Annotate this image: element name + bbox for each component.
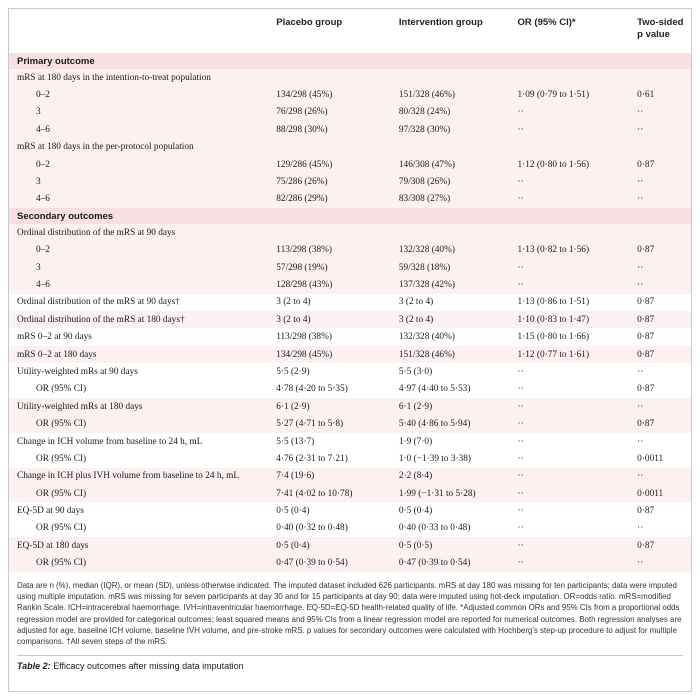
- cell-outcome: Utility-weighted mRs at 90 days: [17, 366, 138, 377]
- table-row: [9, 502, 691, 519]
- table-header: [9, 9, 691, 53]
- header-p-value: [637, 17, 691, 41]
- cell-outcome: EQ-5D at 90 days: [17, 506, 84, 517]
- cell-p-value: ··: [637, 558, 644, 569]
- cell-or-ci: ··: [517, 506, 524, 517]
- cell-intervention: 0·5 (0·4): [398, 506, 433, 517]
- cell-intervention: 80/328 (24%): [398, 107, 451, 118]
- cell-or-ci: 1·12 (0·77 to 1·61): [517, 349, 590, 360]
- cell-intervention: 5·5 (3·0): [398, 366, 433, 377]
- cell-p-value: 0·87: [637, 245, 655, 256]
- cell-placebo: 3 (2 to 4): [276, 297, 311, 308]
- table-row: [9, 86, 691, 103]
- cell-or-ci: ··: [517, 401, 524, 412]
- cell-placebo: 113/298 (38%): [276, 332, 332, 343]
- cell-p-value: 0·87: [637, 540, 655, 551]
- cell-intervention: 2·2 (8·4): [398, 471, 433, 482]
- cell-or-ci: ··: [517, 262, 524, 273]
- cell-outcome: 4–6: [36, 279, 50, 290]
- cell-p-value: 0·87: [637, 419, 655, 430]
- cell-or-ci: ··: [517, 488, 524, 499]
- cell-outcome: Ordinal distribution of the mRS at 180 days†: [17, 314, 185, 325]
- cell-placebo: 5·27 (4·71 to 5·8): [276, 419, 344, 430]
- cell-or-ci: 1·15 (0·80 to 1·66): [517, 332, 590, 343]
- cell-p-value: ··: [637, 194, 644, 205]
- header-p-line2: p value: [637, 29, 670, 40]
- cell-intervention: 1·9 (7·0): [398, 436, 433, 447]
- cell-placebo: 57/298 (19%): [276, 262, 328, 273]
- table-row: [9, 346, 691, 363]
- table-row: [9, 156, 691, 173]
- cell-intervention: 0·40 (0·33 to 0·48): [398, 523, 471, 534]
- cell-or-ci: ··: [517, 471, 524, 482]
- cell-placebo: 7·41 (4·02 to 10·78): [276, 488, 353, 499]
- cell-p-value: 0·87: [637, 506, 655, 517]
- cell-placebo: 88/298 (30%): [276, 124, 328, 135]
- cell-outcome: OR (95% CI): [36, 419, 87, 430]
- cell-outcome: mRS 0–2 at 90 days: [17, 332, 92, 343]
- cell-or-ci: ··: [517, 177, 524, 188]
- cell-p-value: 0·0011: [637, 488, 664, 499]
- cell-intervention: 0·47 (0·39 to 0·54): [398, 558, 471, 569]
- cell-or-ci: 1·09 (0·79 to 1·51): [517, 90, 590, 101]
- header-intervention: Intervention group: [398, 17, 483, 28]
- cell-placebo: 0·40 (0·32 to 0·48): [276, 523, 348, 534]
- cell-intervention: 0·5 (0·5): [398, 540, 433, 551]
- table-row: [9, 173, 691, 190]
- cell-p-value: ··: [637, 177, 644, 188]
- cell-or-ci: ··: [517, 107, 524, 118]
- cell-or-ci: ··: [517, 384, 524, 395]
- header-or-ci: OR (95% CI)*: [517, 17, 576, 28]
- cell-placebo: 0·5 (0·4): [276, 506, 310, 517]
- cell-placebo: 129/286 (45%): [276, 159, 333, 170]
- cell-intervention: 151/328 (46%): [398, 349, 455, 360]
- cell-outcome: Change in ICH plus IVH volume from baseline to 24 h, mL: [17, 471, 240, 482]
- table-row: [9, 294, 691, 311]
- cell-p-value: ··: [637, 107, 644, 118]
- cell-placebo: 75/286 (26%): [276, 177, 328, 188]
- cell-p-value: 0·0011: [637, 453, 664, 464]
- cell-intervention: 132/328 (40%): [398, 332, 455, 343]
- cell-p-value: ··: [637, 262, 644, 273]
- table-row: [9, 328, 691, 345]
- table-row: [9, 104, 691, 121]
- table-figure: [8, 8, 692, 692]
- cell-or-ci: ··: [517, 279, 524, 290]
- cell-outcome: OR (95% CI): [36, 523, 87, 534]
- table-row: [9, 363, 691, 380]
- cell-placebo: 5·5 (2·9): [276, 366, 310, 377]
- cell-p-value: 0·87: [637, 314, 655, 325]
- cell-or-ci: ··: [517, 540, 524, 551]
- caption-text: Efficacy outcomes after missing data imputation: [50, 661, 244, 672]
- cell-or-ci: ··: [517, 558, 524, 569]
- cell-intervention: 1·99 (−1·31 to 5·28): [398, 488, 476, 499]
- table-body: [9, 53, 691, 572]
- cell-intervention: 6·1 (2·9): [398, 401, 433, 412]
- cell-intervention: 3 (2 to 4): [398, 314, 434, 325]
- cell-outcome: Change in ICH volume from baseline to 24 h, mL: [17, 436, 203, 447]
- cell-intervention: 151/328 (46%): [398, 90, 455, 101]
- table-caption: [9, 656, 691, 671]
- table-row: [9, 555, 691, 572]
- cell-outcome: 0–2: [36, 90, 50, 101]
- cell-intervention: 4·97 (4·40 to 5·53): [398, 384, 471, 395]
- caption-label: Table 2:: [17, 661, 51, 672]
- cell-p-value: 0·87: [637, 297, 655, 308]
- section-header-row: [9, 53, 691, 69]
- table-footnote: Data are n (%), median (IQR), or mean (SD), unless otherwise indicated. The imputed dataset included 626 participants. mRS at day 180 was missing for ten participants; data were imputed using multiple imputation. mRS was missing for seven participants at day 30 and for 15 participants at day 90; data were imputed using hot-deck imputation. OR=odds ratio. mRS=modified Rankin Scale. ICH=intracerebral haemorrhage. IVH=intraventricular haemorrhage. EQ-5D=EQ-5D health-related quality of life. *Adjusted common ORs and 95% CIs from a proportional odds regression model are provided for categorical outcomes; least squared means and 95% CIs from a linear regression model are reported for numerical outcomes. Both regression analyses are adjusted for age, baseline ICH volume, baseline IVH volume, and pre-stroke mRS. p values for secondary outcomes were calculated with Hochberg's step-up procedure to adjust for multiple comparisons. †All seven steps of the mRS.: [17, 580, 682, 646]
- table-row: [9, 139, 691, 156]
- header-p-line1: Two-sided: [637, 17, 684, 28]
- cell-placebo: 76/298 (26%): [276, 107, 328, 118]
- cell-intervention: 59/328 (18%): [398, 262, 451, 273]
- cell-outcome: OR (95% CI): [36, 558, 87, 569]
- cell-p-value: 0·87: [637, 349, 655, 360]
- cell-placebo: 6·1 (2·9): [276, 401, 310, 412]
- table-row: [9, 191, 691, 208]
- table-row: [9, 224, 691, 241]
- cell-intervention: 137/328 (42%): [398, 279, 455, 290]
- cell-p-value: ··: [637, 366, 644, 377]
- table-row: [9, 415, 691, 432]
- cell-p-value: ··: [637, 436, 644, 447]
- cell-intervention: 5·40 (4·86 to 5·94): [398, 419, 471, 430]
- cell-or-ci: 1·13 (0·82 to 1·56): [517, 245, 590, 256]
- cell-p-value: ··: [637, 279, 644, 290]
- section-header-row: [9, 208, 691, 224]
- cell-or-ci: ··: [517, 436, 524, 447]
- cell-outcome: Primary outcome: [17, 55, 95, 67]
- table-row: [9, 468, 691, 485]
- cell-intervention: 79/308 (26%): [398, 177, 451, 188]
- table-row: [9, 69, 691, 86]
- table-row: [9, 537, 691, 554]
- cell-outcome: OR (95% CI): [36, 488, 87, 499]
- table-row: [9, 520, 691, 537]
- header-placebo: Placebo group: [276, 17, 343, 28]
- cell-intervention: 146/308 (47%): [398, 159, 455, 170]
- cell-or-ci: ··: [517, 419, 524, 430]
- cell-p-value: 0·87: [637, 332, 655, 343]
- cell-p-value: 0·87: [637, 384, 655, 395]
- cell-p-value: ··: [637, 523, 644, 534]
- cell-or-ci: 1·10 (0·83 to 1·47): [517, 314, 590, 325]
- cell-outcome: 4–6: [36, 124, 50, 135]
- cell-outcome: 3: [36, 177, 41, 188]
- cell-placebo: 0·47 (0·39 to 0·54): [276, 558, 348, 569]
- cell-placebo: 4·76 (2·31 to 7·21): [276, 453, 348, 464]
- cell-p-value: ··: [637, 124, 644, 135]
- cell-outcome: 0–2: [36, 245, 50, 256]
- cell-p-value: 0·87: [637, 159, 655, 170]
- table-row: [9, 121, 691, 138]
- cell-outcome: Ordinal distribution of the mRS at 90 days†: [17, 297, 180, 308]
- cell-p-value: 0·61: [637, 90, 655, 101]
- cell-p-value: ··: [637, 401, 644, 412]
- cell-outcome: 3: [36, 262, 41, 273]
- cell-outcome: 3: [36, 107, 41, 118]
- cell-or-ci: ··: [517, 124, 524, 135]
- cell-placebo: 134/298 (45%): [276, 349, 333, 360]
- table-row: [9, 433, 691, 450]
- table-row: [9, 398, 691, 415]
- table-row: [9, 485, 691, 502]
- table-row: [9, 381, 691, 398]
- cell-outcome: Ordinal distribution of the mRS at 90 days: [17, 227, 176, 238]
- cell-placebo: 82/286 (29%): [276, 194, 328, 205]
- cell-outcome: 4–6: [36, 194, 50, 205]
- cell-placebo: 134/298 (45%): [276, 90, 333, 101]
- cell-placebo: 5·5 (13·7): [276, 436, 315, 447]
- cell-outcome: OR (95% CI): [36, 384, 87, 395]
- cell-placebo: 7·4 (19·6): [276, 471, 315, 482]
- cell-outcome: Utility-weighted mRs at 180 days: [17, 401, 143, 412]
- cell-outcome: mRS 0–2 at 180 days: [17, 349, 97, 360]
- cell-or-ci: ··: [517, 453, 524, 464]
- cell-outcome: mRS at 180 days in the per-protocol population: [17, 142, 194, 153]
- cell-outcome: Secondary outcomes: [17, 210, 114, 222]
- cell-intervention: 3 (2 to 4): [398, 297, 434, 308]
- cell-outcome: OR (95% CI): [36, 453, 87, 464]
- table-row: [9, 276, 691, 293]
- cell-outcome: EQ-5D at 180 days: [17, 540, 89, 551]
- cell-outcome: mRS at 180 days in the intention-to-treat population: [17, 72, 211, 83]
- cell-placebo: 3 (2 to 4): [276, 314, 311, 325]
- cell-or-ci: ··: [517, 194, 524, 205]
- cell-placebo: 113/298 (38%): [276, 245, 332, 256]
- table-row: [9, 311, 691, 328]
- cell-placebo: 4·78 (4·20 to 5·35): [276, 384, 348, 395]
- cell-or-ci: ··: [517, 523, 524, 534]
- table-row: [9, 242, 691, 259]
- cell-or-ci: 1·12 (0·80 to 1·56): [517, 159, 590, 170]
- cell-or-ci: ··: [517, 366, 524, 377]
- cell-placebo: 128/298 (43%): [276, 279, 333, 290]
- cell-or-ci: 1·13 (0·86 to 1·51): [517, 297, 590, 308]
- cell-placebo: 0·5 (0·4): [276, 540, 310, 551]
- cell-p-value: ··: [637, 471, 644, 482]
- cell-intervention: 83/308 (27%): [398, 194, 451, 205]
- cell-intervention: 97/328 (30%): [398, 124, 451, 135]
- cell-intervention: 1·0 (−1·39 to 3·38): [398, 453, 472, 464]
- table-row: [9, 259, 691, 276]
- table-row: [9, 450, 691, 467]
- cell-intervention: 132/328 (40%): [398, 245, 455, 256]
- cell-outcome: 0–2: [36, 159, 50, 170]
- outcomes-table: [9, 9, 691, 572]
